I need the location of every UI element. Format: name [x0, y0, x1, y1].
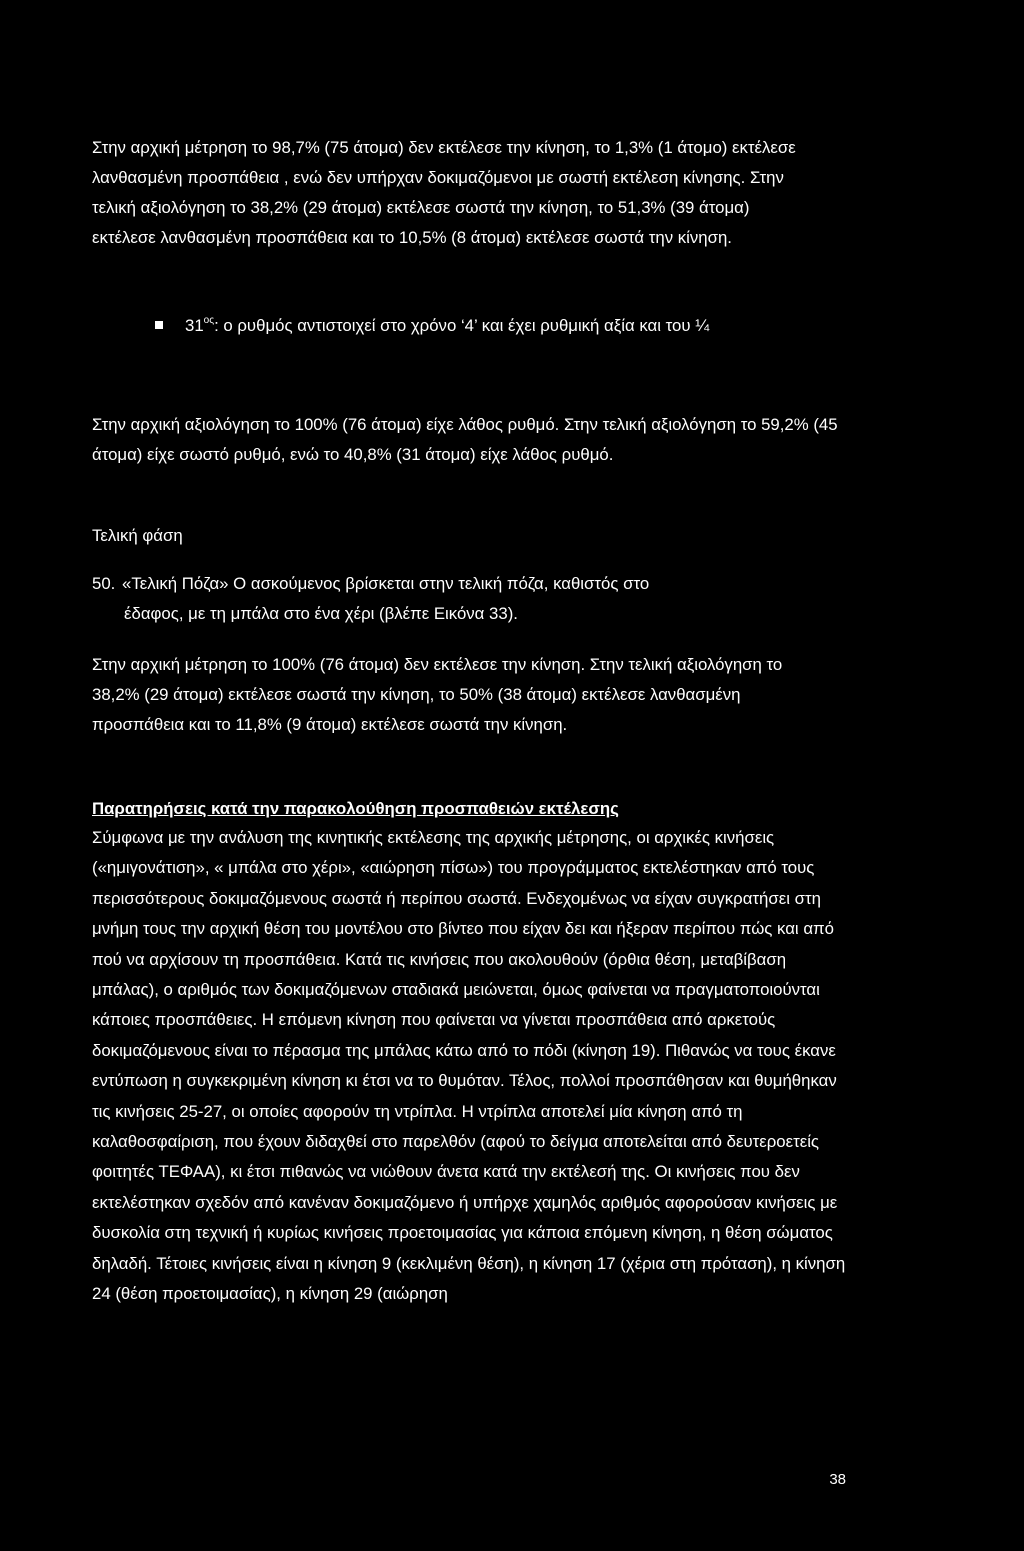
numbered-item-50 [92, 569, 832, 629]
paragraph-final-pose-evaluation: Στην αρχική μέτρηση το 100% (76 άτομα) δεν εκτέλεσε την κίνηση. Στην τελική αξιολόγηση το 38,2% (29 άτομα) εκτέλεσε σωστά την κίνηση, το 50% (38 άτομα) εκτέλεσε λανθασμένη προσπάθεια και το 11,8% (9 άτομα) εκτέλεσε σωστά την κίνηση. [92, 655, 783, 734]
bullet-number: 31 [185, 316, 204, 335]
page-number: 38 [829, 1471, 846, 1488]
observations-heading: Παρατηρήσεις κατά την παρακολούθηση προσπαθειών εκτέλεσης [92, 799, 619, 818]
paragraph-rhythm-evaluation: Στην αρχική αξιολόγηση το 100% (76 άτομα) είχε λάθος ρυθμό. Στην τελική αξιολόγηση το 59,2% (45 άτομα) είχε σωστό ρυθμό, ενώ το 40,8% (31 άτομα) είχε λάθος ρυθμό. [92, 415, 838, 464]
bullet-superscript: ος [203, 315, 215, 326]
paragraph-observations: Σύμφωνα με την ανάλυση της κινητικής εκτέλεσης της αρχικής μέτρησης, οι αρχικές κινήσεις («ημιγονάτιση», « μπάλα στο χέρι», «αιώρηση πίσω») του προγράμματος εκτελέστηκαν από τους περισσότερους δοκιμαζόμενους σωστά ή περίπου σωστά. Ενδεχομένως να είχαν συγκρατήσει στη μνήμη τους την αρχική θέση του μοντέλου στο βίντεο που είχαν δει και ήξεραν περίπου πώς και από πού να αρχίσουν τη προσπάθεια. Κατά τις κινήσεις που ακολουθούν (όρθια θέση, μεταβίβαση μπάλας), ο αριθμός των δοκιμαζόμενων σταδιακά μειώνεται, όμως φαίνεται να πραγματοποιούνται κάποιες προσπάθειες. Η επόμενη κίνηση που φαίνεται να γίνεται προσπάθεια από αρκετούς δοκιμαζόμενους είναι το πέρασμα της μπάλας κάτω από το πόδι (κίνηση 19). Πιθανώς να τους έκανε εντύπωση η συγκεκριμένη κίνηση κι έτσι να το θυμόταν. Τέλος, πολλοί προσπάθησαν και θυμήθηκαν τις κινήσεις 25-27, οι οποίες αφορούν τη ντρίπλα. Η ντρίπλα αποτελεί μία κίνηση από τη καλαθοσφαίριση, που έχουν διδαχθεί στο παρελθόν (αφού το δείγμα αποτελείται από δευτεροετείς φοιτητές ΤΕΦΑΑ), κι έτσι πιθανώς να νιώθουν άνετα κατά την εκτέλεσή της. Οι κινήσεις που δεν εκτελέστηκαν σχεδόν από κανέναν δοκιμαζόμενο ή υπήρχε χαμηλός αριθμός αφορούσαν κινήσεις με δυσκολία στη τεχνική ή κυρίως κινήσεις προετοιμασίας για κάποια επόμενη κίνηση, η θέση σώματος δηλαδή. Τέτοιες κινήσεις είναι η κίνηση 9 (κεκλιμένη θέση), η κίνηση 17 (χέρια στη πρόταση), η κίνηση 24 (θέση προετοιμασίας), η κίνηση 29 (αιώρηση [92, 828, 846, 1304]
paragraph-initial-measurement: Στην αρχική μέτρηση το 98,7% (75 άτομα) δεν εκτέλεσε την κίνηση, το 1,3% (1 άτομο) εκτέλεσε λανθασμένη προσπάθεια , ενώ δεν υπήρχαν δοκιμαζόμενοι με σωστή εκτέλεση κίνησης. Στην τελική αξιολόγηση το 38,2% (29 άτομα) εκτέλεσε σωστά την κίνηση, το 51,3% (39 άτομα) εκτέλεσε λανθασμένη προσπάθεια και το 10,5% (8 άτομα) εκτέλεσε σωστά την κίνηση. [92, 138, 796, 247]
item-line-2: έδαφος, με τη μπάλα στο ένα χέρι (βλέπε Εικόνα 33). [124, 604, 518, 623]
bullet-text: : ο ρυθμός αντιστοιχεί στο χρόνο ‘4’ και έχει ρυθμική αξία και του ¼ [214, 316, 710, 335]
bullet-item-31 [155, 311, 709, 344]
square-bullet-icon [155, 321, 163, 329]
item-line-1: «Τελική Πόζα» Ο ασκούμενος βρίσκεται στην τελική πόζα, καθιστός στο [122, 574, 650, 593]
item-number: 50. [92, 574, 116, 593]
section-heading-final-phase: Τελική φάση [92, 526, 183, 545]
